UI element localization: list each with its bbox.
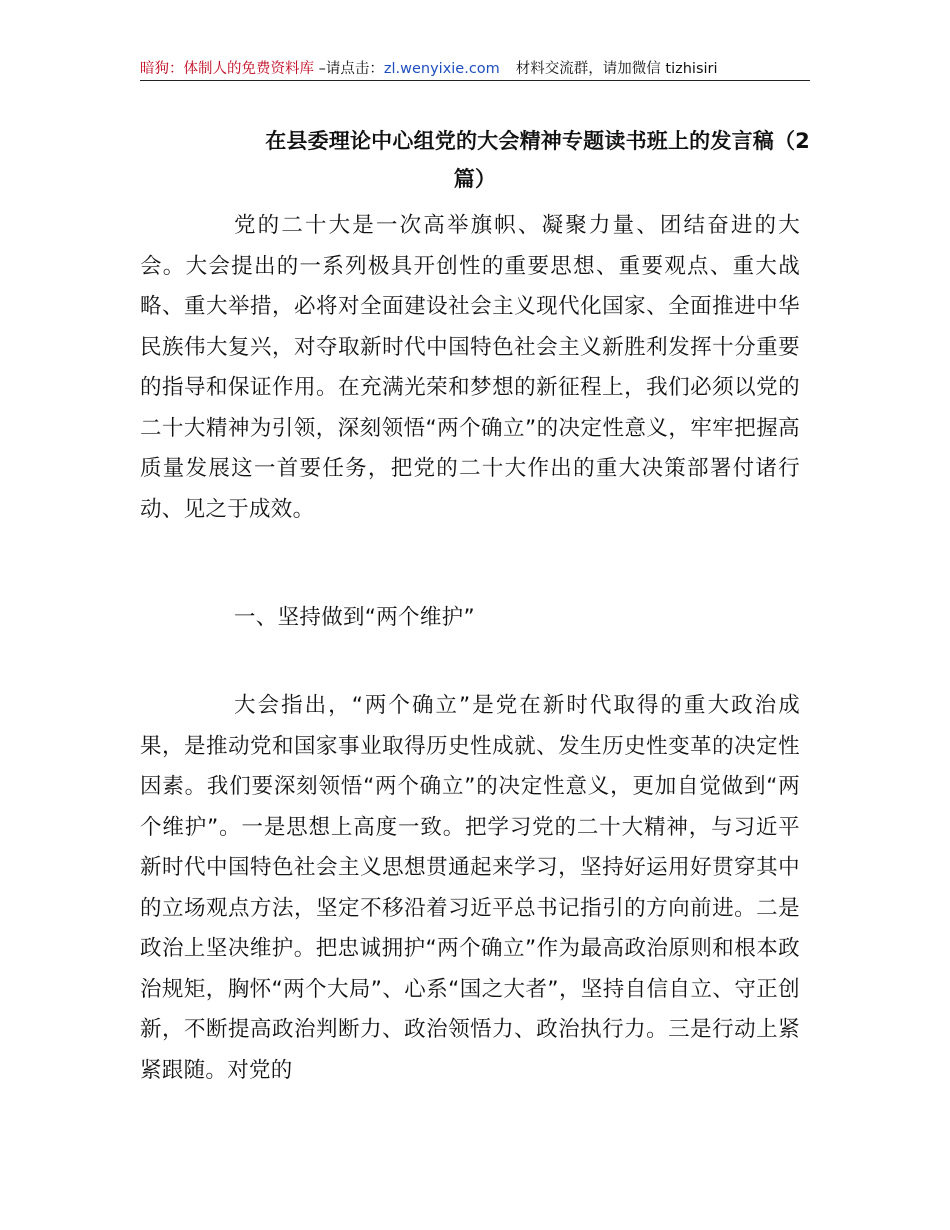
paragraph-intro: 党的二十大是一次高举旗帜、凝聚力量、团结奋进的大会。大会提出的一系列极具开创性的重要思想、重要观点、重大战略、重大举措，必将对全面建设社会主义现代化国家、全面推进中华民族伟大复兴，对夺取新时代中国特色社会主义新胜利发挥十分重要的指导和保证作用。在充满光荣和梦想的新征程上，我们必须以党的二十大精神为引领，深刻领悟“两个确立”的决定性意义，牢牢把握高质量发展这一首要任务，把党的二十大作出的重大决策部署付诸行动、见之于成效。	[140, 213, 800, 522]
header-brand-text: 暗狗：体制人的免费资料库	[140, 61, 314, 77]
header-separator-text: –请点击：	[314, 61, 384, 77]
document-title-line2: 篇）	[453, 167, 497, 191]
paragraph-section-1: 大会指出，“两个确立”是党在新时代取得的重大政治成果，是推动党和国家事业取得历史性成就、发生历史性变革的决定性因素。我们要深刻领悟“两个确立”的决定性意义，更加自觉做到“两个维护”。一是思想上高度一致。把学习党的二十大精神，与习近平新时代中国特色社会主义思想贯通起来学习，坚持好运用好贯穿其中的立场观点方法，坚定不移沿着习近平总书记指引的方向前进。二是政治上坚决维护。把忠诚拥护“两个确立”作为最高政治原则和根本政治规矩，胸怀“两个大局”、心系“国之大者”，坚持自信自立、守正创新，不断提高政治判断力、政治领悟力、政治执行力。三是行动上紧紧跟随。对党的	[140, 693, 800, 1083]
header-site-link[interactable]: zl.wenyixie.com	[383, 61, 500, 77]
document-title	[140, 122, 810, 198]
section-heading-1: 一、坚持做到“两个维护”	[234, 605, 475, 630]
header-group-text: 材料交流群，请加微信 tizhisiri	[515, 61, 718, 77]
page-header	[140, 58, 810, 80]
document-title-line1: 在县委理论中心组党的大会精神专题读书班上的发言稿（2	[265, 129, 810, 153]
header-divider	[140, 80, 810, 81]
